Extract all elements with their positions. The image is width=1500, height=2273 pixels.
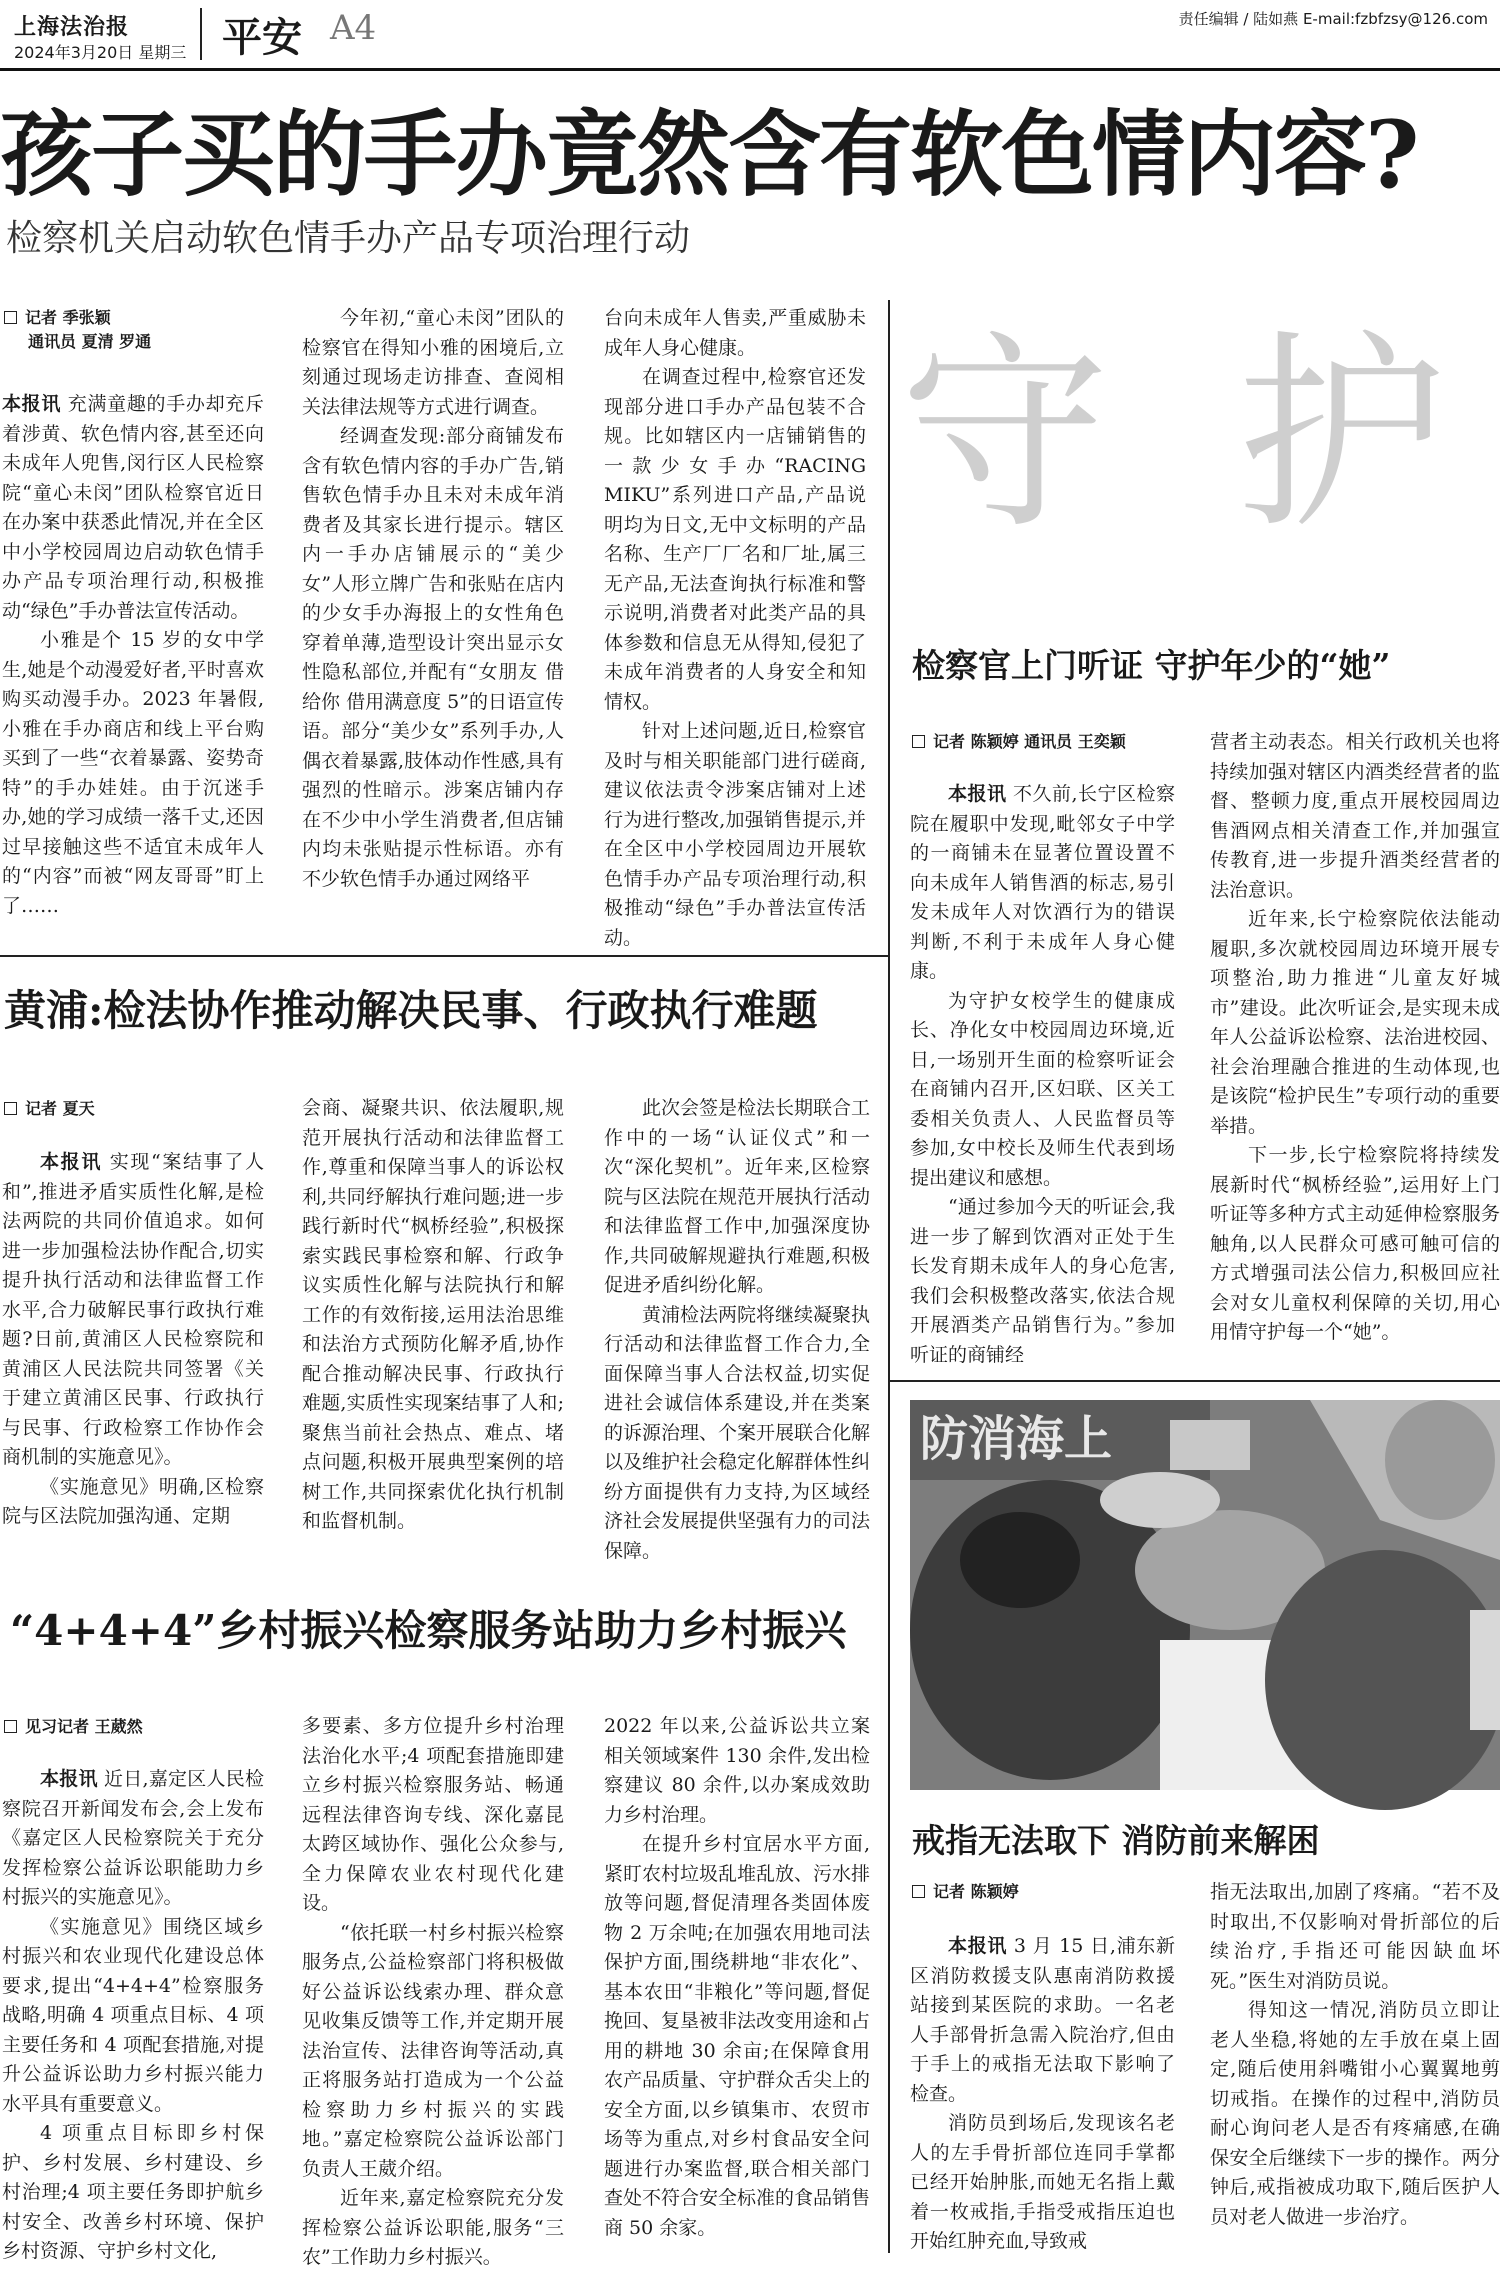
byline-box-icon xyxy=(912,735,925,748)
paragraph: 2022 年以来,公益诉讼共立案相关领域案件 130 余件,发出检察建议 80 余件,以办案成效助力乡村治理。 xyxy=(604,1715,870,1826)
rural-column-3 xyxy=(604,1712,870,2243)
lead-byline xyxy=(4,306,284,354)
paragraph: 针对上述问题,近日,检察官及时与相关职能部门进行磋商,建议依法责令涉案店铺对上述行为进行整改,加强销售提示,并在全区中小学校园周边开展软色情手办产品专项治理行动,积极推动“绿色”手办普法宣传活动。 xyxy=(604,720,866,949)
firefighter-ring-photo xyxy=(910,1400,1500,1790)
lead-headline: 孩子买的手办竟然含有软色情内容? xyxy=(0,100,1418,209)
paragraph: 会商、凝聚共识、依法履职,规范开展执行活动和法律监督工作,尊重和保障当事人的诉讼权利,共同纾解执行难问题;进一步践行新时代“枫桥经验”,积极探索实践民事检察和解、行政争议实质性化解与法院执行和解工作的有效衔接,运用法治思维和法治方式预防化解矛盾,协作配合推动解决民事、行政执行难题,实质性实现案结事了人和;聚焦当前社会热点、难点、堵点问题,积极开展典型案例的培树工作,共同探索优化执行机制和监督机制。 xyxy=(302,1097,564,1532)
column-divider xyxy=(888,955,890,2253)
paragraph: 消防员到场后,发现该名老人的左手骨折部位连同手掌都已经开始肿胀,而她无名指上戴着一枚戒指,手指受戒指压迫也开始红肿充血,导致戒 xyxy=(910,2112,1175,2252)
news-tag: 本报讯 xyxy=(2,393,62,415)
paragraph: 此次会签是检法长期联合工作中的一场“认证仪式”和一次“深化契机”。近年来,区检察院与区法院在规范开展执行活动和法律监督工作中,加强深度协作,共同破解规避执行难题,积极促进矛盾纠纷化解。 xyxy=(604,1097,871,1296)
paragraph: 为守护女校学生的健康成长、净化女中校园周边环境,近日,一场别开生面的检察听证会在商铺内召开,区妇联、区关工委相关负责人、人民监督员等参加,女中校长及师生代表到场提出建议和感想。 xyxy=(910,989,1175,1189)
news-tag: 本报讯 xyxy=(948,1935,1008,1957)
guard-headline: 检察官上门听证 守护年少的“她” xyxy=(912,646,1391,685)
lead-column-3 xyxy=(604,304,866,953)
paragraph: 小雅是个 15 岁的女中学生,她是个动漫爱好者,平时喜欢购买动漫手办。2023 年暑假,小雅在手办商店和线上平台购买到了一些“衣着暴露、姿势奇特”的手办娃娃。由于沉迷手办,她的学习成绩一落千丈,还因过早接触这些不适宜未成年人的“内容”而被“网友哥哥”盯上了…… xyxy=(2,629,264,917)
byline-reporter: 记者 季张颖 xyxy=(25,308,111,327)
paragraph: 4 项重点目标即乡村保护、乡村发展、乡村建设、乡村治理;4 项主要任务即护航乡村安全、改善乡村环境、保护乡村资源、守护乡村文化, xyxy=(2,2122,264,2262)
issue-date: 2024年3月20日 星期三 xyxy=(14,43,187,62)
paragraph: 近年来,嘉定检察院充分发挥检察公益诉讼职能,服务“三农”工作助力乡村振兴。 xyxy=(302,2187,564,2268)
photo-illustration xyxy=(910,1400,1500,1790)
lead-paragraph: 本报讯 充满童趣的手办却充斥着涉黄、软色情内容,甚至还向未成年人兜售,闵行区人民检察院“童心未闵”团队检察官近日在办案中获悉此情况,并在全区中小学校园周边启动软色情手办产品专项治理行动,积极推动“绿色”手办普法宣传活动。 xyxy=(2,393,264,622)
paragraph: 《实施意见》围绕区域乡村振兴和农业现代化建设总体要求,提出“4+4+4”检察服务战略,明确 4 项重点目标、4 项主要任务和 4 项配套措施,对提升公益诉讼助力乡村振兴能力水平具有重要意义。 xyxy=(2,1915,264,2115)
lead-subheadline: 检察机关启动软色情手办产品专项治理行动 xyxy=(6,218,691,259)
news-tag: 本报讯 xyxy=(40,1151,102,1173)
ring-column-1 xyxy=(910,1932,1175,2257)
paragraph: 多要素、多方位提升乡村治理法治化水平;4 项配套措施即建立乡村振兴检察服务站、畅通远程法律咨询专线、深化嘉昆太跨区域协作、强化公众参与,全力保障农业农村现代化建设。 xyxy=(302,1715,564,1914)
lead-column-1 xyxy=(2,390,264,921)
paragraph: 得知这一情况,消防员立即让老人坐稳,将她的左手放在桌上固定,随后使用斜嘴钳小心翼翼地剪切戒指。在操作的过程中,消防员耐心询问老人是否有疼痛感,在确保安全后继续下一步的操作。两分钟后,戒指被成功取下,随后医护人员对老人做进一步治疗。 xyxy=(1210,1999,1500,2228)
section-divider xyxy=(0,955,888,957)
guard-byline: 记者 陈颖婷 通讯员 王奕颖 xyxy=(912,730,1126,754)
lead-paragraph: 本报讯 不久前,长宁区检察院在履职中发现,毗邻女子中学的一商铺未在显著位置设置不向未成年人销售酒的标志,易引发未成年人对饮酒行为的错误判断,不利于未成年人身心健康。 xyxy=(910,783,1175,982)
photo-jacket-text: 防消海上 xyxy=(920,1411,1113,1467)
paragraph: 今年初,“童心未闵”团队的检察官在得知小雅的困境后,立刻通过现场走访排查、查阅相关法律法规等方式进行调查。 xyxy=(302,307,564,418)
byline-box-icon xyxy=(4,1720,17,1733)
lead-paragraph: 本报讯 3 月 15 日,浦东新区消防救援支队惠南消防救援站接到某医院的求助。一名老人手部骨折急需入院治疗,但由于手上的戒指无法取下影响了检查。 xyxy=(910,1935,1175,2105)
ring-headline: 戒指无法取下 消防前来解困 xyxy=(912,1821,1320,1860)
news-tag: 本报讯 xyxy=(948,783,1007,805)
paragraph: 在提升乡村宜居水平方面,紧盯农村垃圾乱堆乱放、污水排放等问题,督促清理各类固体废物 2 万余吨;在加强农用地司法保护方面,围绕耕地“非农化”、基本农田“非粮化”等问题,督促挽回、复垦被非法改变用途和占用的耕地 30 余亩;在保障食用农产品质量、守护群众舌尖上的安全方面,以乡镇集市、农贸市场等为重点,对乡村食品安全问题进行办案监督,联合相关部门查处不符合安全标准的食品销售商 50 余家。 xyxy=(604,1833,871,2239)
paragraph: 营者主动表态。相关行政机关也将持续加强对辖区内酒类经营者的监督、整顿力度,重点开展校园周边售酒网点相关清查工作,并加强宣传教育,进一步提升酒类经营者的法治意识。 xyxy=(1210,731,1500,901)
section-name: 平安 xyxy=(222,15,302,61)
lead-paragraph: 本报讯 近日,嘉定区人民检察院召开新闻发布会,会上发布《嘉定区人民检察院关于充分发挥检察公益诉讼职能助力乡村振兴的实施意见》。 xyxy=(2,1768,264,1908)
huangpu-column-3 xyxy=(604,1094,870,1566)
paragraph: 指无法取出,加剧了疼痛。“若不及时取出,不仅影响对骨折部位的后续治疗,手指还可能因缺血坏死。”医生对消防员说。 xyxy=(1210,1881,1500,1992)
lead-column-2 xyxy=(302,304,564,894)
news-tag: 本报讯 xyxy=(40,1768,98,1790)
guard-column-2 xyxy=(1210,728,1500,1348)
rural-byline: 见习记者 王葳然 xyxy=(4,1715,143,1739)
newspaper-logo: 上海法治报 xyxy=(14,14,130,40)
byline-correspondents: 通讯员 夏清 罗通 xyxy=(28,332,152,351)
column-divider xyxy=(888,300,890,960)
paragraph: 近年来,长宁检察院依法能动履职,多次就校园周边环境开展专项整治,助力推进“儿童友好城市”建设。此次听证会,是实现未成年人公益诉讼检察、法治进校园、社会治理融合推进的生动体现,也是该院“检护民生”专项行动的重要举措。 xyxy=(1210,908,1500,1137)
masthead-rule xyxy=(0,68,1500,71)
paragraph: 《实施意见》明确,区检察院与区法院加强沟通、定期 xyxy=(2,1475,264,1527)
ring-column-2 xyxy=(1210,1878,1500,2232)
paragraph: 台向未成年人售卖,严重威胁未成年人身心健康。 xyxy=(604,307,866,359)
editor-info: 责任编辑 / 陆如燕 E-mail:fzbfzsy@126.com xyxy=(1178,10,1488,28)
paragraph: “依托联一村乡村振兴检察服务点,公益检察部门将积极做好公益诉讼线索办理、群众意见收集反馈等工作,并定期开展法治宣传、法律咨询等活动,真正将服务站打造成为一个公益检察助力乡村振兴的实践地。”嘉定检察院公益诉讼部门负责人王葳介绍。 xyxy=(302,1921,564,2180)
shouhu-watermark: 守 护 xyxy=(900,312,1477,557)
byline-box-icon xyxy=(4,1102,17,1115)
paragraph: “通过参加今天的听证会,我进一步了解到饮酒对正处于生长发育期未成年人的身心危害,我们会积极整改落实,依法合规开展酒类产品销售行为。”参加听证的商铺经 xyxy=(910,1196,1175,1366)
lead-paragraph: 本报讯 实现“案结事了人和”,推进矛盾实质性化解,是检法两院的共同价值追求。如何进一步加强检法协作配合,切实提升执行活动和法律监督工作水平,合力破解民事行政执行难题?日前,黄浦区人民检察院和黄浦区人民法院共同签署《关于建立黄浦区民事、行政执行与民事、行政检察工作协作会商机制的实施意见》。 xyxy=(2,1151,264,1468)
huangpu-headline: 黄浦:检法协作推动解决民事、行政执行难题 xyxy=(4,986,818,1035)
huangpu-column-2 xyxy=(302,1094,564,1537)
huangpu-byline: 记者 夏天 xyxy=(4,1097,95,1121)
rural-column-1 xyxy=(2,1765,264,2267)
section-divider xyxy=(888,1380,1500,1382)
byline-box-icon xyxy=(4,311,17,324)
rural-headline: “4+4+4”乡村振兴检察服务站助力乡村振兴 xyxy=(10,1606,847,1655)
guard-column-1 xyxy=(910,780,1175,1370)
paragraph: 下一步,长宁检察院将持续发展新时代“枫桥经验”,运用好上门听证等多种方式主动延伸检察服务触角,以人民群众可感可触可信的方式增强司法公信力,积极回应社会对女儿童权利保障的关切,用心用情守护每一个“她”。 xyxy=(1210,1144,1500,1343)
paragraph: 经调查发现:部分商铺发布含有软色情内容的手办广告,销售软色情手办且未对未成年消费者及其家长进行提示。辖区内一手办店铺展示的“美少女”人形立牌广告和张贴在店内的少女手办海报上的女性角色穿着单薄,造型设计突出显示女性隐私部位,并配有“女朋友 借给你 借用满意度 5”的日语宣传语。部分“美少女”系列手办,人偶衣着暴露,肢体动作性感,具有强烈的性暗示。涉案店铺内存在不少中小学生消费者,但店铺内均未张贴提示性标语。亦有不少软色情手办通过网络平 xyxy=(302,425,564,890)
rural-column-2 xyxy=(302,1712,564,2273)
byline-box-icon xyxy=(912,1885,925,1898)
masthead-divider xyxy=(200,8,202,60)
paragraph: 黄浦检法两院将继续凝聚执行活动和法律监督工作合力,全面保障当事人合法权益,切实促进社会诚信体系建设,并在类案的诉源治理、个案开展联合化解以及维护社会稳定化解群体性纠纷方面提供有力支持,为区域经济社会发展提供坚强有力的司法保障。 xyxy=(604,1303,871,1562)
page-code: A4 xyxy=(330,8,377,48)
paragraph: 在调查过程中,检察官还发现部分进口手办产品包装不合规。比如辖区内一店铺销售的一款少女手办“RACING MIKU”系列进口产品,产品说明均为日文,无中文标明的产品名称、生产厂厂名和厂址,属三无产品,无法查询执行标准和警示说明,消费者对此类产品的具体参数和信息无从得知,侵犯了未成年消费者的人身安全和知情权。 xyxy=(604,366,866,713)
huangpu-column-1 xyxy=(2,1148,264,1532)
ring-byline: 记者 陈颖婷 xyxy=(912,1880,1019,1904)
